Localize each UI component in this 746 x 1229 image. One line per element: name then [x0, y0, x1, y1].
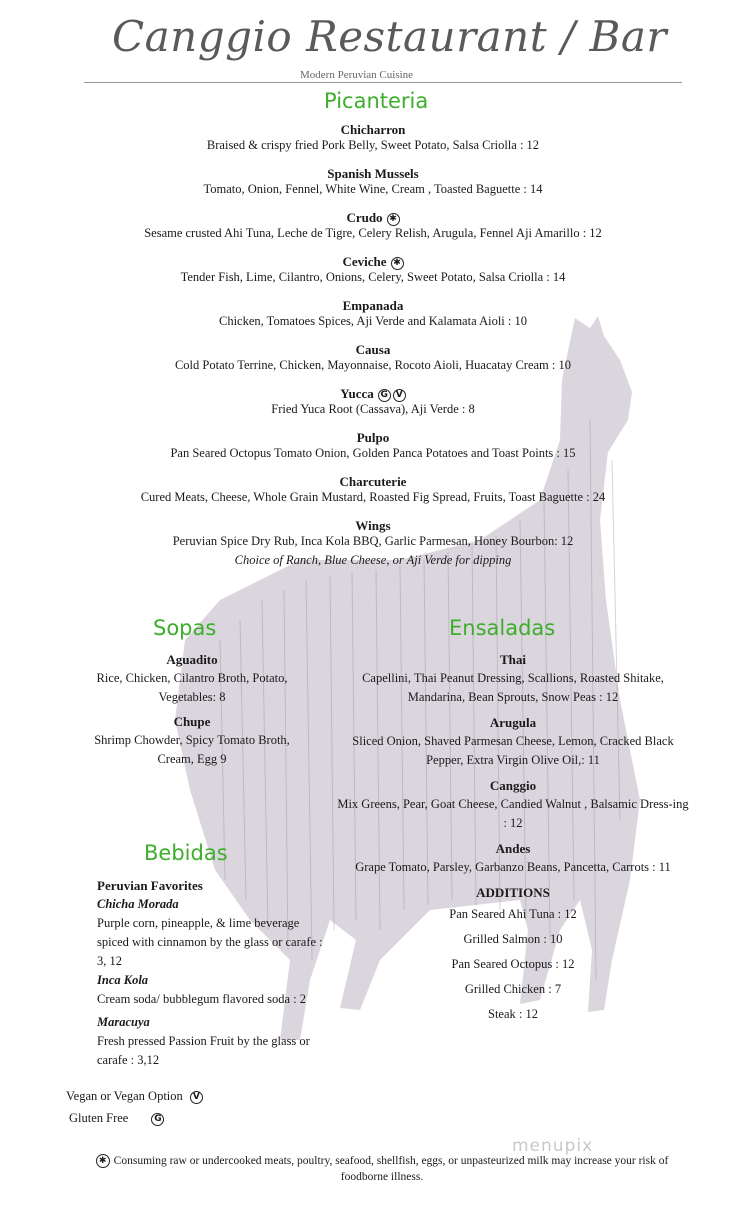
gluten-free-icon: G: [151, 1113, 164, 1126]
dish-name-row: [60, 386, 686, 402]
dish-description: Pan Seared Octopus Tomato Onion, Golden Panca Potatoes and Toast Points : 15: [170, 446, 576, 460]
legend-vegan: [66, 1089, 203, 1104]
dish-name: Yucca: [340, 386, 374, 401]
drink-description: Fresh pressed Passion Fruit by the glass or carafe : 3,12: [97, 1034, 310, 1067]
dish-description: Sesame crusted Ahi Tuna, Leche de Tigre, Celery Relish, Arugula, Fennel Aji Amarillo : 12: [144, 226, 602, 240]
legend-gluten-label: Gluten Free: [69, 1111, 129, 1125]
raw-warning-icon: ✱: [391, 257, 404, 270]
addition-item: Steak : 12: [488, 1007, 538, 1021]
additions-heading: ADDITIONS: [476, 885, 550, 900]
drink-name: Maracuya: [97, 1015, 150, 1029]
dish-description: Braised & crispy fried Pork Belly, Sweet Potato, Salsa Criolla : 12: [206, 138, 540, 152]
dish-description: Grape Tomato, Parsley, Garbanzo Beans, Pancetta, Carrots : 11: [355, 860, 671, 874]
dish-description: Chicken, Tomatoes Spices, Aji Verde and Kalamata Aioli : 10: [219, 314, 527, 328]
dish-description: Rice, Chicken, Cilantro Broth, Potato, Vegetables: 8: [96, 671, 288, 704]
dish-description: Cold Potato Terrine, Chicken, Mayonnaise, Rocoto Aioli, Huacatay Cream : 10: [174, 358, 572, 372]
addition-item: Pan Seared Ahi Tuna : 12: [449, 907, 577, 921]
drink-description: Cream soda/ bubblegum flavored soda : 2: [97, 992, 306, 1006]
drink-name: Chicha Morada: [97, 897, 179, 911]
vegan-icon: V: [393, 389, 406, 402]
dish-description: Sliced Onion, Shaved Parmesan Cheese, Lemon, Cracked Black Pepper, Extra Virgin Olive Oil,: 11: [352, 734, 674, 767]
bebidas-list: [97, 876, 329, 1070]
legend-gluten: [69, 1111, 164, 1126]
dish-name: Wings: [355, 518, 391, 533]
ensaladas-list: [336, 650, 690, 1027]
dish-name-row: [60, 254, 686, 270]
addition-item: Grilled Chicken : 7: [464, 982, 562, 996]
dish-name: Thai: [499, 652, 526, 667]
dish-name: Causa: [355, 342, 391, 357]
dish-name: Arugula: [489, 715, 537, 730]
dish-description: Peruvian Spice Dry Rub, Inca Kola BBQ, Garlic Parmesan, Honey Bourbon: 12: [172, 534, 574, 548]
dish-description: Fried Yuca Root (Cassava), Aji Verde : 8: [271, 402, 475, 416]
dish-description: Cured Meats, Cheese, Whole Grain Mustard, Roasted Fig Spread, Fruits, Toast Baguette : 24: [140, 490, 606, 504]
restaurant-subtitle: Modern Peruvian Cuisine: [300, 69, 414, 81]
dish-name: Ceviche: [342, 254, 387, 269]
dish-name: Andes: [495, 841, 531, 856]
raw-warning-icon: ✱: [387, 213, 400, 226]
picanteria-list: [60, 122, 686, 568]
addition-item: Pan Seared Octopus : 12: [451, 957, 575, 971]
consumer-warning: [72, 1153, 692, 1185]
vegan-icon: V: [190, 1091, 203, 1104]
section-heading-ensaladas: Ensaladas: [449, 616, 556, 640]
warning-text-continued: foodborne illness.: [340, 1171, 424, 1183]
legend-vegan-label: Vegan or Vegan Option: [66, 1089, 183, 1103]
raw-warning-icon: ✱: [96, 1154, 110, 1168]
dish-name: Chicharron: [340, 122, 406, 137]
header-divider: [84, 82, 682, 83]
dish-name: Pulpo: [356, 430, 390, 445]
drink-description: Purple corn, pineapple, & lime beverage spiced with cinnamon by the glass or carafe : 3, 12: [97, 916, 323, 968]
sopas-list: [76, 650, 308, 769]
additions-list: [336, 902, 690, 1027]
gluten-free-icon: G: [378, 389, 391, 402]
dish-name-row: [60, 210, 686, 226]
dish-description: Tomato, Onion, Fennel, White Wine, Cream , Toasted Baguette : 14: [203, 182, 543, 196]
drink-group: Peruvian Favorites: [97, 878, 203, 893]
section-heading-sopas: Sopas: [153, 616, 217, 640]
dish-name: Crudo: [346, 210, 383, 225]
dish-name: Charcuterie: [339, 474, 407, 489]
dish-name: Empanada: [342, 298, 404, 313]
warning-text: Consuming raw or undercooked meats, poultry, seafood, shellfish, eggs, or unpasteurized milk may increase your risk of: [113, 1155, 669, 1167]
dish-description: Mix Greens, Pear, Goat Cheese, Candied Walnut , Balsamic Dress-ing : 12: [337, 797, 689, 830]
dish-name: Spanish Mussels: [327, 166, 419, 181]
section-heading-bebidas: Bebidas: [144, 841, 228, 865]
dish-name: Canggio: [489, 778, 537, 793]
menupix-watermark: menupix: [512, 1136, 594, 1156]
drink-name: Inca Kola: [97, 973, 149, 987]
restaurant-title: Canggio Restaurant / Bar: [112, 12, 667, 61]
dish-note: Choice of Ranch, Blue Cheese, or Aji Verde for dipping: [234, 553, 512, 567]
dish-description: Shrimp Chowder, Spicy Tomato Broth, Cream, Egg 9: [94, 733, 290, 766]
addition-item: Grilled Salmon : 10: [463, 932, 563, 946]
dish-name: Aguadito: [166, 652, 218, 667]
dish-name: Chupe: [173, 714, 211, 729]
section-heading-picanteria: Picanteria: [324, 89, 429, 113]
dish-description: Tender Fish, Lime, Cilantro, Onions, Celery, Sweet Potato, Salsa Criolla : 14: [180, 270, 566, 284]
dish-description: Capellini, Thai Peanut Dressing, Scallions, Roasted Shitake, Mandarina, Bean Sprouts, Snow Peas : 12: [362, 671, 664, 704]
